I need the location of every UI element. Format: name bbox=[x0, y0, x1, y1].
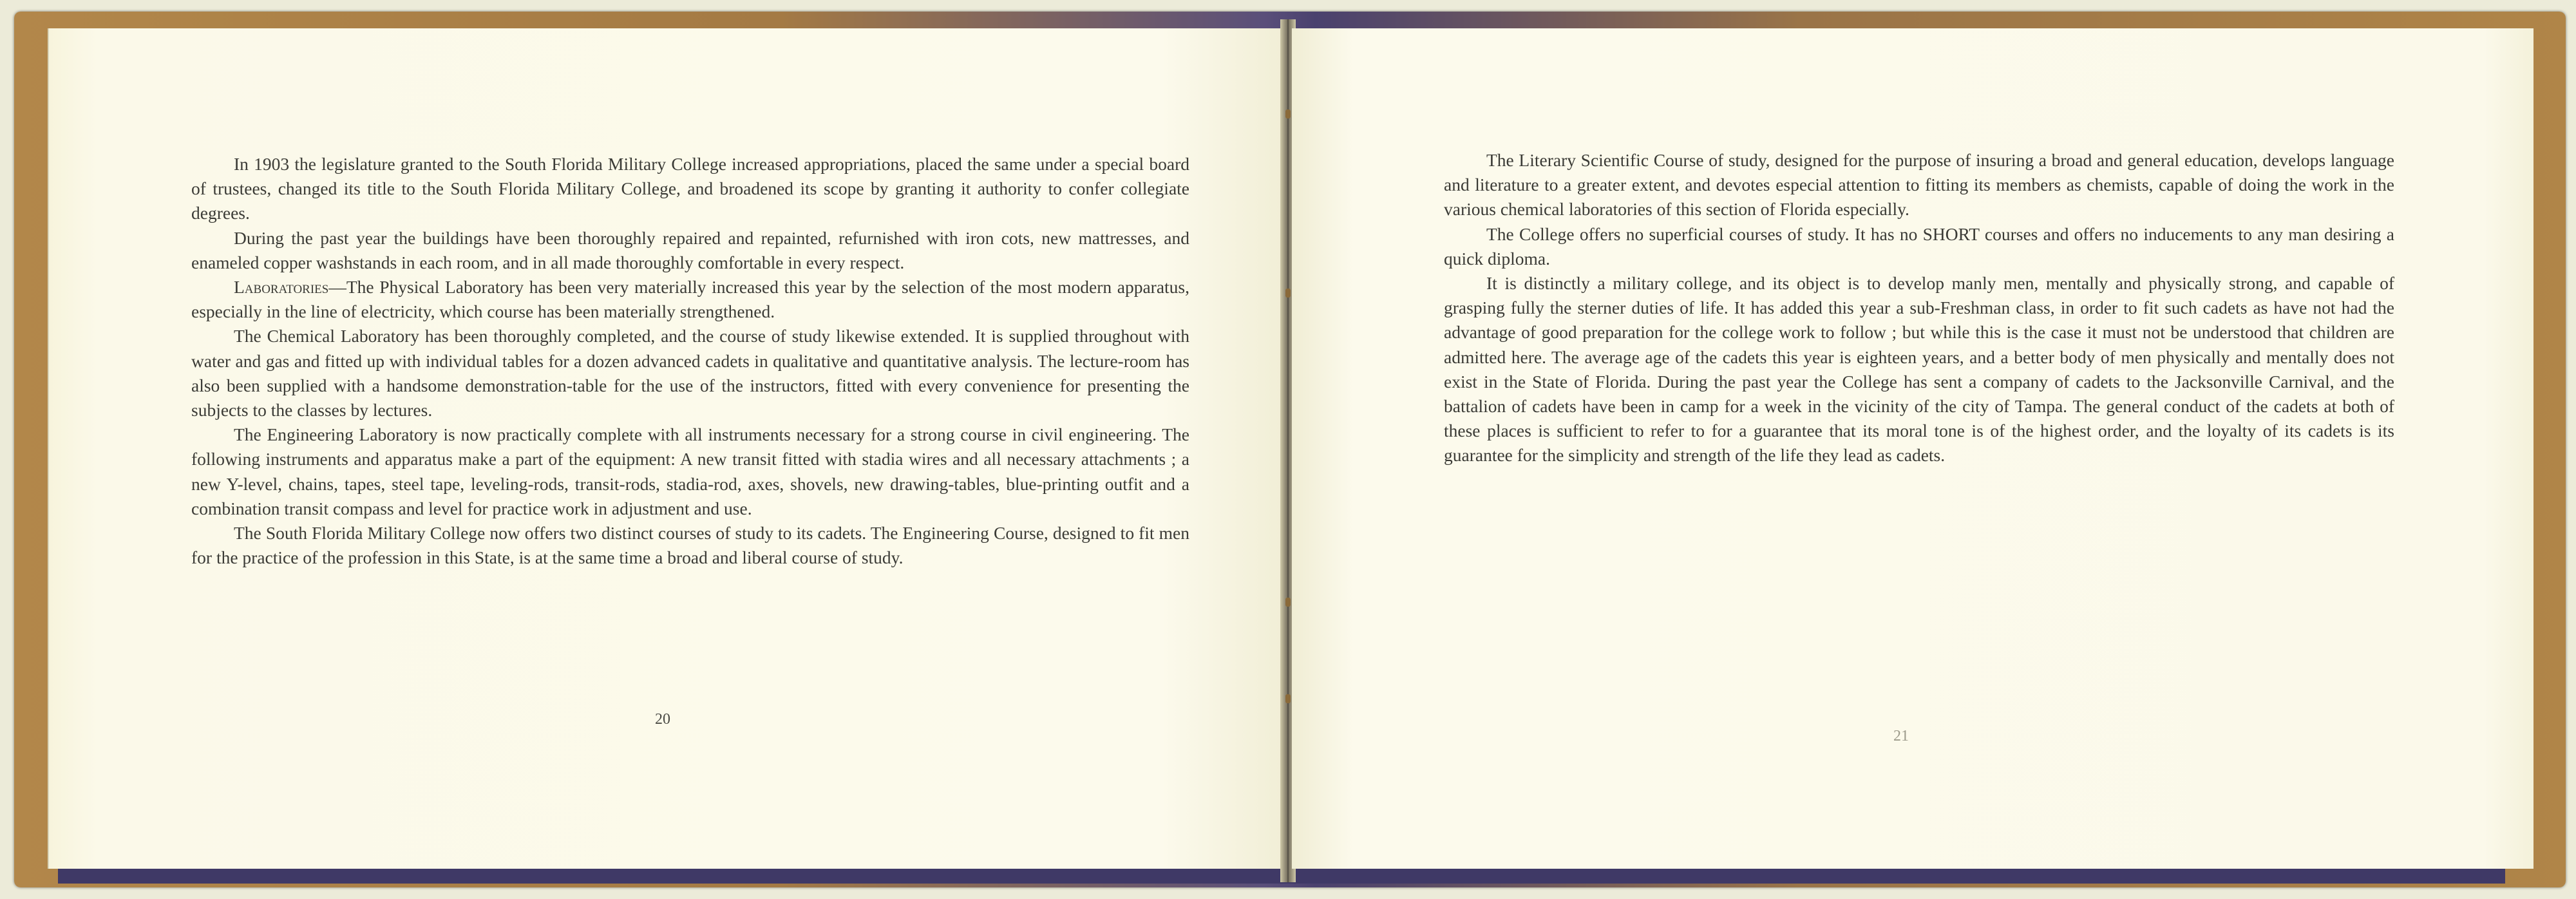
paragraph: The Chemical Laboratory has been thoroughly completed, and the course of study likewise extended. It is supplied throughout with water and gas and fitted up with individual tables for a dozen advanced cadets in qualitative and quantitative analysis. The lecture-room has also been supplied with a handsome demonstration-table for the use of the instructors, fitted with every convenience for presenting the subjects to the classes by lectures. bbox=[191, 326, 1189, 421]
paragraph: The Engineering Laboratory is now practically complete with all instruments necessary for a strong course in civil engineering. The following instruments and apparatus make a part of the equipment: A new transit fitted with stadia wires and all necessary attachments ; a new Y-level, chains, tapes, steel tape, leveling-rods, transit-rods, stadia-rod, axes, shovels, new drawing-tables, blue-printing outfit and a combination transit compass and level for practice work in adjustment and use. bbox=[191, 424, 1189, 518]
binding-stitch bbox=[1285, 109, 1291, 118]
paragraph-body: —The Physical Laboratory has been very materially increased this year by the selection of the most modern apparatus, especially in the line of electricity, which course has been materially strengthened. bbox=[191, 277, 1189, 322]
binding-stitch bbox=[1285, 598, 1291, 607]
paragraph: The South Florida Military College now offers two distinct courses of study to its cadets. The Engineering Course, designed to fit men for the practice of the profession in this State, is at the same time a broad and liberal course of study. bbox=[191, 523, 1189, 568]
page-number: 21 bbox=[1893, 728, 1909, 744]
page-number: 20 bbox=[655, 711, 670, 728]
binding-stitch bbox=[1285, 694, 1291, 703]
right-page bbox=[1292, 28, 2533, 869]
paragraph-lead: Laboratories bbox=[234, 277, 329, 298]
left-page-text bbox=[191, 152, 1189, 570]
left-page bbox=[48, 28, 1284, 869]
paragraph: The College offers no superficial courses of study. It has no SHORT courses and offers no inducements to any man desiring a quick diploma. bbox=[1444, 223, 2394, 269]
right-page-text bbox=[1444, 148, 2394, 468]
paragraph: During the past year the buildings have been thoroughly repaired and repainted, refurnished with iron cots, new mattresses, and enameled copper washstands in each room, and in all made thoroughly comfortable in every respect. bbox=[191, 227, 1189, 272]
paragraph: In 1903 the legislature granted to the South Florida Military College increased appropriations, placed the same under a special board of trustees, changed its title to the South Florida Military College, and broadened its scope by granting it authority to confer collegiate degrees. bbox=[191, 154, 1189, 223]
paragraph: It is distinctly a military college, and its object is to develop manly men, mentally and physically strong, and capable of grasping fully the sterner duties of life. It has added this year a sub-Freshman class, in order to fit such cadets as have not had the advantage of good preparation for the college work to follow ; but while this is the case it must not be understood that children are admitted here. The average age of the cadets this year is eighteen years, and a better body of men physically and mentally does not exist in the State of Florida. During the past year the College has sent a company of cadets to the Jacksonville Carnival, and the battalion of cadets have been in camp for a week in the vicinity of the city of Tampa. The general conduct of the cadets at both of these places is sufficient to refer to for a guarantee that its moral tone is of the highest order, and the loyalty of its cadets is its guarantee for the simplicity and strength of the life they lead as cadets. bbox=[1444, 273, 2394, 466]
binding-stitch bbox=[1285, 289, 1291, 298]
paragraph: The Literary Scientific Course of study, designed for the purpose of insuring a broad and general education, develops language and literature to a greater extent, and devotes especial attention to fitting its members as chemists, capable of doing the work in the various chemical laboratories of this section of Florida especially. bbox=[1444, 150, 2394, 220]
paragraph bbox=[191, 275, 1189, 324]
